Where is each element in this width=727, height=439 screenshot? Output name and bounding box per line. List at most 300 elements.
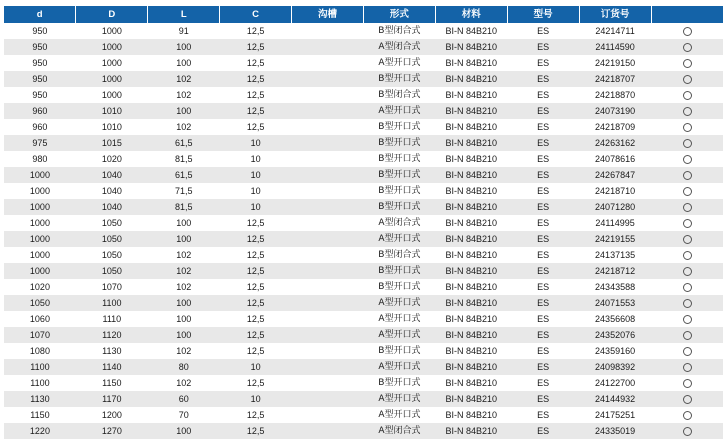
cell-d: 1080 — [4, 343, 76, 359]
cell-select[interactable] — [651, 359, 723, 375]
cell-order-number: 24218712 — [579, 263, 651, 279]
circle-icon[interactable] — [683, 251, 692, 260]
table-row[interactable] — [4, 151, 723, 167]
cell-d: 980 — [4, 151, 76, 167]
cell-c: 12,5 — [220, 423, 292, 439]
cell-c: 10 — [220, 391, 292, 407]
cell-c: 12,5 — [220, 87, 292, 103]
cell-outer-d: 1000 — [76, 23, 148, 39]
cell-select[interactable] — [651, 247, 723, 263]
cell-form: A型开口式 — [363, 311, 435, 327]
cell-l: 102 — [148, 263, 220, 279]
cell-l: 100 — [148, 215, 220, 231]
cell-groove — [292, 231, 364, 247]
cell-select[interactable] — [651, 263, 723, 279]
cell-select[interactable] — [651, 87, 723, 103]
cell-c: 12,5 — [220, 39, 292, 55]
cell-form: B型开口式 — [363, 71, 435, 87]
table-row[interactable] — [4, 279, 723, 295]
cell-model: ES — [507, 199, 579, 215]
cell-model: ES — [507, 279, 579, 295]
cell-outer-d: 1050 — [76, 247, 148, 263]
cell-groove — [292, 423, 364, 439]
cell-outer-d: 1120 — [76, 327, 148, 343]
circle-icon[interactable] — [683, 27, 692, 36]
table-row[interactable] — [4, 183, 723, 199]
circle-icon[interactable] — [683, 59, 692, 68]
cell-model: ES — [507, 103, 579, 119]
cell-model: ES — [507, 71, 579, 87]
cell-groove — [292, 247, 364, 263]
cell-select[interactable] — [651, 423, 723, 439]
cell-material: BI-N 84B210 — [435, 247, 507, 263]
cell-select[interactable] — [651, 391, 723, 407]
cell-d: 1070 — [4, 327, 76, 343]
cell-l: 102 — [148, 279, 220, 295]
circle-icon[interactable] — [683, 107, 692, 116]
circle-icon[interactable] — [683, 203, 692, 212]
cell-model: ES — [507, 343, 579, 359]
cell-c: 12,5 — [220, 23, 292, 39]
cell-groove — [292, 343, 364, 359]
cell-order-number: 24356608 — [579, 311, 651, 327]
cell-select[interactable] — [651, 375, 723, 391]
cell-c: 12,5 — [220, 231, 292, 247]
cell-order-number: 24144932 — [579, 391, 651, 407]
cell-order-number: 24267847 — [579, 167, 651, 183]
cell-order-number: 24175251 — [579, 407, 651, 423]
cell-model: ES — [507, 231, 579, 247]
table-row[interactable] — [4, 87, 723, 103]
cell-l: 61,5 — [148, 135, 220, 151]
circle-icon[interactable] — [683, 91, 692, 100]
cell-material: BI-N 84B210 — [435, 151, 507, 167]
cell-select[interactable] — [651, 183, 723, 199]
cell-model: ES — [507, 167, 579, 183]
cell-material: BI-N 84B210 — [435, 103, 507, 119]
cell-l: 102 — [148, 119, 220, 135]
cell-model: ES — [507, 247, 579, 263]
cell-select[interactable] — [651, 39, 723, 55]
circle-icon[interactable] — [683, 139, 692, 148]
cell-c: 12,5 — [220, 263, 292, 279]
column-header-outer-d[interactable]: D — [76, 6, 148, 23]
cell-select[interactable] — [651, 327, 723, 343]
circle-icon[interactable] — [683, 43, 692, 52]
cell-c: 12,5 — [220, 311, 292, 327]
cell-order-number: 24218709 — [579, 119, 651, 135]
table-header — [4, 6, 723, 23]
cell-select[interactable] — [651, 199, 723, 215]
cell-outer-d: 1050 — [76, 231, 148, 247]
cell-groove — [292, 71, 364, 87]
cell-select[interactable] — [651, 103, 723, 119]
cell-outer-d: 1040 — [76, 183, 148, 199]
cell-l: 81,5 — [148, 151, 220, 167]
cell-outer-d: 1140 — [76, 359, 148, 375]
cell-d: 1000 — [4, 215, 76, 231]
cell-d: 950 — [4, 71, 76, 87]
table-row[interactable] — [4, 55, 723, 71]
table-row[interactable] — [4, 71, 723, 87]
cell-form: B型开口式 — [363, 135, 435, 151]
cell-order-number: 24073190 — [579, 103, 651, 119]
cell-d: 950 — [4, 87, 76, 103]
cell-groove — [292, 87, 364, 103]
table-row[interactable] — [4, 103, 723, 119]
cell-model: ES — [507, 87, 579, 103]
cell-select[interactable] — [651, 135, 723, 151]
circle-icon[interactable] — [683, 187, 692, 196]
table-header-row — [4, 6, 723, 23]
cell-select[interactable] — [651, 343, 723, 359]
table-row[interactable] — [4, 199, 723, 215]
circle-icon[interactable] — [683, 411, 692, 420]
cell-groove — [292, 167, 364, 183]
column-header-model[interactable]: 型号 — [507, 6, 579, 23]
circle-icon[interactable] — [683, 347, 692, 356]
cell-c: 12,5 — [220, 407, 292, 423]
cell-d: 1100 — [4, 359, 76, 375]
cell-d: 960 — [4, 103, 76, 119]
column-header-order-number[interactable]: 订货号 — [579, 6, 651, 23]
cell-order-number: 24071553 — [579, 295, 651, 311]
cell-model: ES — [507, 263, 579, 279]
cell-model: ES — [507, 23, 579, 39]
cell-groove — [292, 279, 364, 295]
cell-material: BI-N 84B210 — [435, 327, 507, 343]
cell-c: 12,5 — [220, 247, 292, 263]
circle-icon[interactable] — [683, 155, 692, 164]
cell-form: A型开口式 — [363, 359, 435, 375]
cell-select[interactable] — [651, 151, 723, 167]
cell-model: ES — [507, 119, 579, 135]
cell-outer-d: 1000 — [76, 39, 148, 55]
cell-outer-d: 1015 — [76, 135, 148, 151]
cell-d: 950 — [4, 55, 76, 71]
cell-form: B型开口式 — [363, 199, 435, 215]
cell-form: B型闭合式 — [363, 87, 435, 103]
cell-form: B型闭合式 — [363, 23, 435, 39]
cell-select[interactable] — [651, 231, 723, 247]
cell-order-number: 24098392 — [579, 359, 651, 375]
cell-form: A型开口式 — [363, 103, 435, 119]
cell-select[interactable] — [651, 215, 723, 231]
cell-form: B型开口式 — [363, 263, 435, 279]
cell-material: BI-N 84B210 — [435, 135, 507, 151]
cell-select[interactable] — [651, 311, 723, 327]
table-row[interactable] — [4, 231, 723, 247]
cell-model: ES — [507, 407, 579, 423]
table-row[interactable] — [4, 119, 723, 135]
cell-d: 975 — [4, 135, 76, 151]
cell-material: BI-N 84B210 — [435, 231, 507, 247]
circle-icon[interactable] — [683, 379, 692, 388]
cell-c: 10 — [220, 151, 292, 167]
cell-groove — [292, 183, 364, 199]
column-header-material[interactable]: 材料 — [435, 6, 507, 23]
cell-groove — [292, 55, 364, 71]
cell-form: B型开口式 — [363, 183, 435, 199]
table-row[interactable] — [4, 311, 723, 327]
cell-order-number: 24078616 — [579, 151, 651, 167]
cell-order-number: 24218870 — [579, 87, 651, 103]
column-header-select[interactable] — [651, 6, 723, 23]
cell-c: 10 — [220, 167, 292, 183]
circle-icon[interactable] — [683, 123, 692, 132]
circle-icon[interactable] — [683, 315, 692, 324]
cell-material: BI-N 84B210 — [435, 87, 507, 103]
cell-groove — [292, 327, 364, 343]
cell-outer-d: 1040 — [76, 199, 148, 215]
cell-form: A型闭合式 — [363, 39, 435, 55]
cell-l: 70 — [148, 407, 220, 423]
cell-form: B型闭合式 — [363, 247, 435, 263]
cell-c: 12,5 — [220, 55, 292, 71]
cell-select[interactable] — [651, 167, 723, 183]
cell-groove — [292, 311, 364, 327]
cell-order-number: 24071280 — [579, 199, 651, 215]
cell-outer-d: 1000 — [76, 55, 148, 71]
cell-outer-d: 1270 — [76, 423, 148, 439]
cell-l: 102 — [148, 87, 220, 103]
cell-d: 1000 — [4, 231, 76, 247]
cell-form: A型开口式 — [363, 327, 435, 343]
cell-d: 1000 — [4, 263, 76, 279]
cell-form: A型闭合式 — [363, 423, 435, 439]
cell-order-number: 24214711 — [579, 23, 651, 39]
cell-order-number: 24218707 — [579, 71, 651, 87]
cell-c: 12,5 — [220, 71, 292, 87]
cell-form: A型开口式 — [363, 231, 435, 247]
cell-form: A型开口式 — [363, 407, 435, 423]
cell-form: B型开口式 — [363, 375, 435, 391]
cell-groove — [292, 151, 364, 167]
cell-outer-d: 1010 — [76, 119, 148, 135]
table-body — [4, 23, 723, 439]
cell-c: 12,5 — [220, 375, 292, 391]
cell-model: ES — [507, 55, 579, 71]
circle-icon[interactable] — [683, 363, 692, 372]
cell-select[interactable] — [651, 71, 723, 87]
cell-form: A型开口式 — [363, 55, 435, 71]
cell-d: 1150 — [4, 407, 76, 423]
cell-l: 100 — [148, 231, 220, 247]
cell-material: BI-N 84B210 — [435, 391, 507, 407]
cell-form: A型闭合式 — [363, 215, 435, 231]
cell-c: 12,5 — [220, 327, 292, 343]
cell-outer-d: 1020 — [76, 151, 148, 167]
cell-model: ES — [507, 375, 579, 391]
cell-material: BI-N 84B210 — [435, 55, 507, 71]
cell-l: 71,5 — [148, 183, 220, 199]
circle-icon[interactable] — [683, 171, 692, 180]
cell-material: BI-N 84B210 — [435, 295, 507, 311]
circle-icon[interactable] — [683, 219, 692, 228]
cell-outer-d: 1130 — [76, 343, 148, 359]
cell-material: BI-N 84B210 — [435, 359, 507, 375]
circle-icon[interactable] — [683, 395, 692, 404]
cell-d: 1060 — [4, 311, 76, 327]
cell-outer-d: 1200 — [76, 407, 148, 423]
cell-d: 950 — [4, 39, 76, 55]
table-row[interactable] — [4, 375, 723, 391]
column-header-l[interactable]: L — [148, 6, 220, 23]
cell-material: BI-N 84B210 — [435, 39, 507, 55]
table-row[interactable] — [4, 295, 723, 311]
table-row[interactable] — [4, 263, 723, 279]
cell-model: ES — [507, 215, 579, 231]
cell-form: A型开口式 — [363, 295, 435, 311]
cell-outer-d: 1110 — [76, 311, 148, 327]
cell-outer-d: 1070 — [76, 279, 148, 295]
cell-material: BI-N 84B210 — [435, 23, 507, 39]
cell-c: 12,5 — [220, 343, 292, 359]
table-row[interactable] — [4, 39, 723, 55]
cell-l: 61,5 — [148, 167, 220, 183]
column-header-groove[interactable]: 沟槽 — [292, 6, 364, 23]
cell-outer-d: 1170 — [76, 391, 148, 407]
cell-order-number: 24122700 — [579, 375, 651, 391]
column-header-form[interactable]: 形式 — [363, 6, 435, 23]
cell-groove — [292, 119, 364, 135]
cell-l: 91 — [148, 23, 220, 39]
table-row[interactable] — [4, 247, 723, 263]
table-row[interactable] — [4, 327, 723, 343]
cell-d: 950 — [4, 23, 76, 39]
cell-l: 60 — [148, 391, 220, 407]
cell-groove — [292, 135, 364, 151]
circle-icon[interactable] — [683, 283, 692, 292]
cell-c: 10 — [220, 135, 292, 151]
cell-groove — [292, 391, 364, 407]
cell-d: 1000 — [4, 247, 76, 263]
column-header-c[interactable]: C — [220, 6, 292, 23]
cell-outer-d: 1000 — [76, 71, 148, 87]
circle-icon[interactable] — [683, 75, 692, 84]
cell-model: ES — [507, 359, 579, 375]
cell-model: ES — [507, 391, 579, 407]
cell-c: 10 — [220, 359, 292, 375]
cell-d: 1100 — [4, 375, 76, 391]
cell-c: 12,5 — [220, 279, 292, 295]
cell-select[interactable] — [651, 55, 723, 71]
cell-d: 1130 — [4, 391, 76, 407]
cell-l: 100 — [148, 327, 220, 343]
cell-material: BI-N 84B210 — [435, 279, 507, 295]
column-header-d[interactable]: d — [4, 6, 76, 23]
cell-groove — [292, 263, 364, 279]
cell-outer-d: 1050 — [76, 263, 148, 279]
cell-order-number: 24263162 — [579, 135, 651, 151]
table-row[interactable] — [4, 23, 723, 39]
cell-d: 1020 — [4, 279, 76, 295]
cell-l: 102 — [148, 247, 220, 263]
cell-material: BI-N 84B210 — [435, 263, 507, 279]
cell-c: 10 — [220, 183, 292, 199]
cell-outer-d: 1010 — [76, 103, 148, 119]
table-row[interactable] — [4, 391, 723, 407]
cell-order-number: 24114590 — [579, 39, 651, 55]
cell-form: A型开口式 — [363, 391, 435, 407]
table-row[interactable] — [4, 407, 723, 423]
cell-c: 12,5 — [220, 103, 292, 119]
cell-l: 100 — [148, 423, 220, 439]
cell-l: 102 — [148, 343, 220, 359]
cell-material: BI-N 84B210 — [435, 71, 507, 87]
cell-form: B型开口式 — [363, 167, 435, 183]
cell-material: BI-N 84B210 — [435, 183, 507, 199]
cell-select[interactable] — [651, 279, 723, 295]
table-row[interactable] — [4, 215, 723, 231]
cell-outer-d: 1150 — [76, 375, 148, 391]
cell-l: 81,5 — [148, 199, 220, 215]
cell-c: 12,5 — [220, 119, 292, 135]
cell-order-number: 24114995 — [579, 215, 651, 231]
cell-c: 12,5 — [220, 215, 292, 231]
circle-icon[interactable] — [683, 267, 692, 276]
cell-model: ES — [507, 327, 579, 343]
cell-select[interactable] — [651, 295, 723, 311]
cell-l: 100 — [148, 311, 220, 327]
circle-icon[interactable] — [683, 299, 692, 308]
cell-material: BI-N 84B210 — [435, 407, 507, 423]
cell-groove — [292, 407, 364, 423]
cell-select[interactable] — [651, 119, 723, 135]
cell-material: BI-N 84B210 — [435, 199, 507, 215]
cell-material: BI-N 84B210 — [435, 423, 507, 439]
circle-icon[interactable] — [683, 331, 692, 340]
cell-d: 1000 — [4, 183, 76, 199]
cell-select[interactable] — [651, 23, 723, 39]
cell-d: 960 — [4, 119, 76, 135]
cell-select[interactable] — [651, 407, 723, 423]
cell-material: BI-N 84B210 — [435, 167, 507, 183]
cell-outer-d: 1050 — [76, 215, 148, 231]
cell-form: B型开口式 — [363, 151, 435, 167]
cell-l: 80 — [148, 359, 220, 375]
cell-order-number: 24335019 — [579, 423, 651, 439]
cell-order-number: 24352076 — [579, 327, 651, 343]
table-row[interactable] — [4, 167, 723, 183]
table-row[interactable] — [4, 343, 723, 359]
cell-model: ES — [507, 39, 579, 55]
cell-outer-d: 1100 — [76, 295, 148, 311]
table-row[interactable] — [4, 423, 723, 439]
cell-order-number: 24343588 — [579, 279, 651, 295]
cell-material: BI-N 84B210 — [435, 311, 507, 327]
cell-form: B型开口式 — [363, 279, 435, 295]
table-row[interactable] — [4, 135, 723, 151]
cell-d: 1000 — [4, 199, 76, 215]
cell-groove — [292, 359, 364, 375]
cell-order-number: 24359160 — [579, 343, 651, 359]
cell-c: 12,5 — [220, 295, 292, 311]
cell-l: 100 — [148, 295, 220, 311]
cell-model: ES — [507, 423, 579, 439]
cell-l: 102 — [148, 375, 220, 391]
cell-order-number: 24219150 — [579, 55, 651, 71]
cell-model: ES — [507, 151, 579, 167]
cell-order-number: 24219155 — [579, 231, 651, 247]
cell-material: BI-N 84B210 — [435, 215, 507, 231]
circle-icon[interactable] — [683, 427, 692, 436]
cell-form: B型开口式 — [363, 343, 435, 359]
cell-model: ES — [507, 311, 579, 327]
table-row[interactable] — [4, 359, 723, 375]
cell-order-number: 24137135 — [579, 247, 651, 263]
circle-icon[interactable] — [683, 235, 692, 244]
